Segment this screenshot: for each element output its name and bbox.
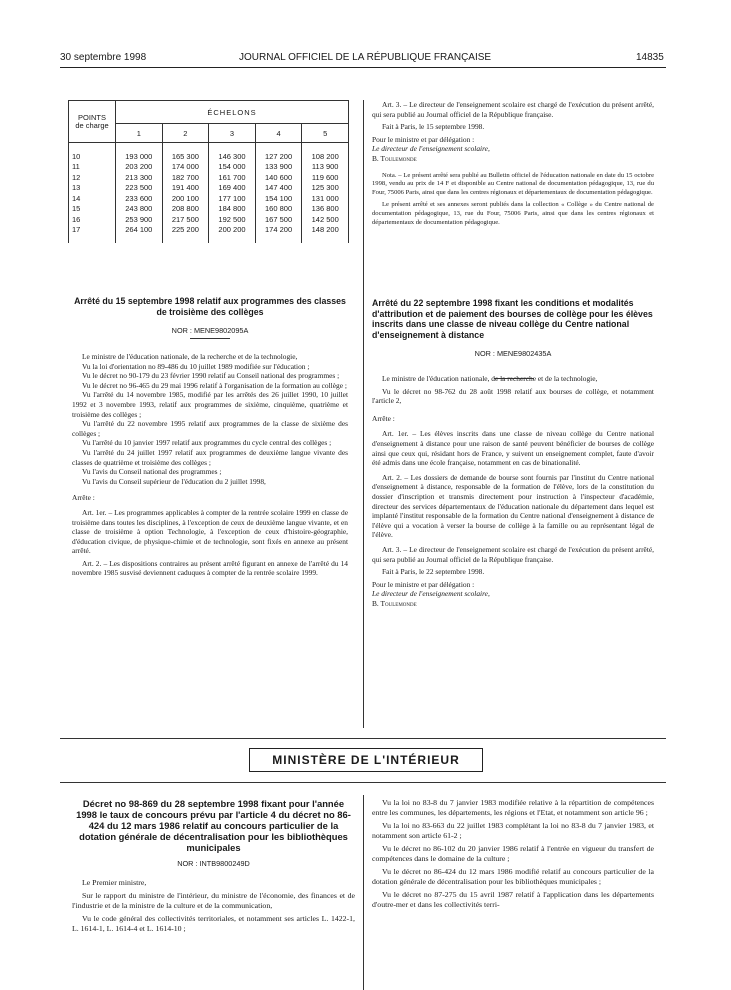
header-page-number: 14835	[636, 52, 664, 63]
salary-cell: 200 200	[209, 225, 256, 236]
points-cell: 13	[69, 183, 116, 194]
salary-cell: 223 500	[116, 183, 163, 194]
table-row	[69, 162, 349, 173]
article-2: Art. 2. – Les dossiers de demande de bourse sont fournis par l'institut du Centre national d'enseignement à distance, responsable de la formation de l'élève, lors de la constitution du dossier d'inscription et transmis directement pour instruction à l'inspecteur d'académie, directeur des services départementaux de l'éducation nationale du département dans lequel est implanté l'institut responsable de la formation du Centre national d'enseignement à distance de l'élève qui a vocation à verser la bourse de collège à la famille ou au représentant légal de l'élève.	[372, 472, 654, 540]
salary-cell: 146 300	[209, 151, 256, 162]
visa-paragraph: Vu l'arrêté du 14 novembre 1985, modifié par les arrêtés des 26 juillet 1990, 10 juillet 1992 et 3 novembre 1993, relatif aux programmes de sixième, cinquième, quatrième et troisième des collèges ;	[72, 390, 348, 419]
salary-cell: 131 000	[302, 193, 349, 204]
table-row	[69, 183, 349, 194]
arrete-title: Arrêté du 22 septembre 1998 fixant les conditions et modalités d'attribution et de paiement des bourses de collège pour les élèves inscrits dans une classe de niveau collège du Centre national d'enseignement à distance	[372, 298, 653, 340]
arrete-heading: Arrête :	[72, 493, 95, 503]
table-row	[69, 204, 349, 215]
visa-paragraph: Vu le code général des collectivités territoriales, et notamment ses articles L. 1422-1, L. 1614-1, L. 1614-4 et L. 1614-10 ;	[72, 914, 355, 933]
article-1: Art. 1er. – Les élèves inscrits dans une classe de niveau collège du Centre national d'enseignement à distance pour une raison de santé peuvent bénéficier de bourses de collège ainsi que ceux qui, résidant hors de France, y suivent un enseignement complet, faute d'avoir été admis dans une école française, notamment en cas de binationalité.	[372, 429, 654, 468]
salary-cell: 140 600	[255, 172, 302, 183]
salary-cell: 136 800	[302, 204, 349, 215]
salary-cell: 161 700	[209, 172, 256, 183]
section-rule-bottom	[60, 782, 666, 783]
salary-cell: 174 200	[255, 225, 302, 236]
salary-cell: 184 800	[209, 204, 256, 215]
salary-cell: 182 700	[162, 172, 209, 183]
salary-cell: 264 100	[116, 225, 163, 236]
salary-table	[68, 100, 349, 243]
visa-paragraph: Vu le décret no 98-762 du 28 août 1998 relatif aux bourses de collège, et notamment l'article 2,	[372, 386, 654, 406]
decret-right	[372, 798, 654, 913]
echelon-number: 2	[162, 124, 209, 143]
signatory-name: B. Toulemonde	[372, 153, 417, 163]
table-body	[69, 143, 349, 244]
table-row	[69, 193, 349, 204]
arrete-end-block	[372, 100, 654, 227]
points-cell: 11	[69, 162, 116, 173]
salary-cell: 108 200	[302, 151, 349, 162]
points-cell: 15	[69, 204, 116, 215]
table-row	[69, 225, 349, 236]
signatory-name: B. Toulemonde	[372, 598, 417, 608]
visa-paragraph: Vu la loi no 83-663 du 22 juillet 1983 complétant la loi no 83-8 du 7 janvier 1983, et notamment son article 61-2 ;	[372, 821, 654, 840]
visa-paragraph: Vu le décret no 86-424 du 12 mars 1986 modifié relatif au concours particulier de la dotation générale de décentralisation pour les bibliothèques municipales ;	[372, 867, 654, 886]
salary-cell: 154 000	[209, 162, 256, 173]
salary-cell: 208 800	[162, 204, 209, 215]
nota: Nota. – Le présent arrêté sera publié au Bulletin officiel de l'éducation nationale en date du 15 octobre 1998, vendu au prix de 14 F et disponible au Centre national de documentation pédagogique, 13, rue du Four, 75006 Paris, ainsi que dans les centres régionaux et départementaux de documentation pédagogique.	[372, 171, 654, 197]
visa-paragraph: Vu l'avis du Conseil national des programmes ;	[82, 467, 222, 477]
visa-paragraph: Vu le décret no 90-179 du 23 février 1990 relatif au Conseil national des programmes ;	[82, 371, 340, 381]
arrete-bourses	[372, 298, 654, 608]
salary-cell: 193 000	[116, 151, 163, 162]
salary-cell: 243 800	[116, 204, 163, 215]
table-row	[69, 214, 349, 225]
visa-paragraph: Vu la loi d'orientation no 89-486 du 10 juillet 1989 modifiée sur l'éducation ;	[82, 361, 310, 371]
visa-paragraph: Vu la loi no 83-8 du 7 janvier 1983 modifiée relative à la répartition de compétences entre les communes, les départements, les régions et l'Etat, et notamment son article 96 ;	[372, 798, 654, 817]
column-divider	[363, 100, 364, 728]
article-1: Art. 1er. – Les programmes applicables à compter de la rentrée scolaire 1999 en classe de troisième dans toutes les disciplines, à l'exception de ceux de deuxième langue vivante, et en classe de troisième à option Technologie, à l'exception de ceux d'histoire-géographie, d'éducation civique, de physique-chimie et de technologie, sont fixés en annexe au présent arrêté.	[72, 507, 348, 556]
decret-visas-left	[72, 878, 355, 934]
salary-cell: 213 300	[116, 172, 163, 183]
article-3: Art. 3. – Le directeur de l'enseignement scolaire est chargé de l'exécution du présent arrêté, qui sera publié au Journal officiel de la République française.	[372, 544, 654, 564]
echelon-number: 4	[255, 124, 302, 143]
salary-cell: 154 100	[255, 193, 302, 204]
salary-cell: 200 100	[162, 193, 209, 204]
table-row	[69, 172, 349, 183]
salary-cell: 133 900	[255, 162, 302, 173]
signatory-title: Le directeur de l'enseignement scolaire,	[372, 144, 490, 154]
visa-paragraph: Vu l'arrêté du 10 janvier 1997 relatif aux programmes du cycle central des collèges ;	[82, 438, 332, 448]
visa-paragraph: Le ministre de l'éducation nationale, de la recherche et de la technologie,	[82, 352, 298, 361]
nor-reference: NOR : MENE9802435A	[474, 349, 552, 358]
short-rule	[190, 338, 230, 339]
points-cell: 10	[69, 151, 116, 162]
salary-cell: 233 600	[116, 193, 163, 204]
visa-list	[72, 352, 348, 486]
decret-left	[72, 798, 355, 937]
points-header: POINTS de charge	[69, 101, 116, 143]
salary-cell: 177 100	[209, 193, 256, 204]
table-spacer	[69, 235, 349, 243]
salary-cell: 127 200	[255, 151, 302, 162]
arrete-programmes	[72, 296, 348, 578]
header-journal-title: JOURNAL OFFICIEL DE LA RÉPUBLIQUE FRANÇAISE	[239, 52, 492, 63]
echelon-number: 3	[209, 124, 256, 143]
ministry-heading: MINISTÈRE DE L'INTÉRIEUR	[249, 748, 483, 772]
table-row	[69, 151, 349, 162]
salary-cell: 225 200	[162, 225, 209, 236]
visa-paragraph: Sur le rapport du ministre de l'intérieur, du ministre de l'économie, des finances et de l'industrie et de la ministre de la culture et de la communication,	[72, 891, 355, 910]
salary-cell: 167 500	[255, 214, 302, 225]
visa-paragraph: Vu l'arrêté du 22 novembre 1995 relatif aux programmes de la classe de sixième des collèges ;	[72, 419, 348, 438]
delegation-line: Pour le ministre et par délégation :	[372, 579, 475, 589]
decret-title: Décret no 98-869 du 28 septembre 1998 fixant pour l'année 1998 le taux de concours prévu par l'article 4 du décret no 86-424 du 12 mars 1986 relatif au concours particulier de la dotation générale de décentralisation pour les bibliothèques municipales	[76, 798, 351, 853]
points-cell: 14	[69, 193, 116, 204]
salary-cell: 192 500	[209, 214, 256, 225]
nor-reference: NOR : INTB9800249D	[177, 859, 250, 868]
section-rule-top	[60, 738, 666, 739]
arrete-heading: Arrête :	[372, 413, 395, 423]
visa-paragraph: Vu le décret no 96-465 du 29 mai 1996 relatif à l'organisation de la formation au collège ;	[82, 380, 347, 390]
salary-cell: 125 300	[302, 183, 349, 194]
visa-paragraph: Vu le décret no 87-275 du 15 avril 1987 relatif à l'application dans les départements d'outre-mer et dans les collectivités terri-	[372, 890, 654, 909]
echelons-header: ÉCHELONS	[116, 101, 349, 124]
table-spacer	[69, 143, 349, 152]
visa-paragraph: Le Premier ministre,	[82, 878, 147, 887]
salary-cell: 174 000	[162, 162, 209, 173]
header-date: 30 septembre 1998	[60, 52, 147, 63]
article-3-top: Art. 3. – Le directeur de l'enseignement scolaire est chargé de l'exécution du présent arrêté, qui sera publié au Journal officiel de la République française.	[372, 100, 654, 119]
salary-cell: 217 500	[162, 214, 209, 225]
article-2: Art. 2. – Les dispositions contraires au présent arrêté figurant en annexe de l'arrêté du 14 novembre 1985 susvisé deviennent caduques à compter de la rentrée scolaire 1999.	[72, 558, 348, 578]
points-cell: 16	[69, 214, 116, 225]
salary-cell: 142 500	[302, 214, 349, 225]
points-cell: 12	[69, 172, 116, 183]
echelon-number: 5	[302, 124, 349, 143]
points-cell: 17	[69, 225, 116, 236]
arrete-title: Arrêté du 15 septembre 1998 relatif aux programmes des classes de troisième des collèges	[74, 296, 346, 317]
salary-cell: 203 200	[116, 162, 163, 173]
salary-cell: 160 800	[255, 204, 302, 215]
salary-cell: 147 400	[255, 183, 302, 194]
echelon-number: 1	[116, 124, 163, 143]
delegation-line: Pour le ministre et par délégation :	[372, 134, 475, 144]
fait-a-paris: Fait à Paris, le 15 septembre 1998.	[382, 122, 485, 132]
visa-paragraph: Vu l'arrêté du 24 juillet 1997 relatif aux programmes de deuxième langue vivante des classes de quatrième et troisième des collèges ;	[72, 447, 348, 467]
fait-a-paris: Fait à Paris, le 22 septembre 1998.	[382, 567, 485, 577]
header-rule	[60, 67, 666, 68]
visa-paragraph: Le ministre de l'éducation nationale, de la recherche et de la technologie,	[382, 374, 598, 383]
signatory-title: Le directeur de l'enseignement scolaire,	[372, 589, 490, 599]
short-rule	[494, 378, 534, 379]
salary-cell: 169 400	[209, 183, 256, 194]
salary-cell: 165 300	[162, 151, 209, 162]
salary-cell: 119 600	[302, 172, 349, 183]
salary-cell: 253 900	[116, 214, 163, 225]
nor-reference: NOR : MENE9802095A	[171, 326, 249, 335]
salary-cell: 113 900	[302, 162, 349, 173]
visa-paragraph: Vu l'avis du Conseil supérieur de l'éducation du 2 juillet 1998,	[82, 476, 266, 486]
annexes-note: Le présent arrêté et ses annexes seront publiés dans la collection « Collège » du Centre national de documentation pédagogique, 13, rue du Four, 75006 Paris, ainsi que dans les centres régionaux et départementaux de documentation pédagogique.	[372, 200, 654, 226]
salary-cell: 191 400	[162, 183, 209, 194]
salary-cell: 148 200	[302, 225, 349, 236]
decret-visas-right	[372, 798, 654, 910]
visa-paragraph: Vu le décret no 86-102 du 20 janvier 1986 relatif à l'entrée en vigueur du transfert de compétences dans le domaine de la culture ;	[372, 844, 654, 863]
column-divider	[363, 795, 364, 990]
